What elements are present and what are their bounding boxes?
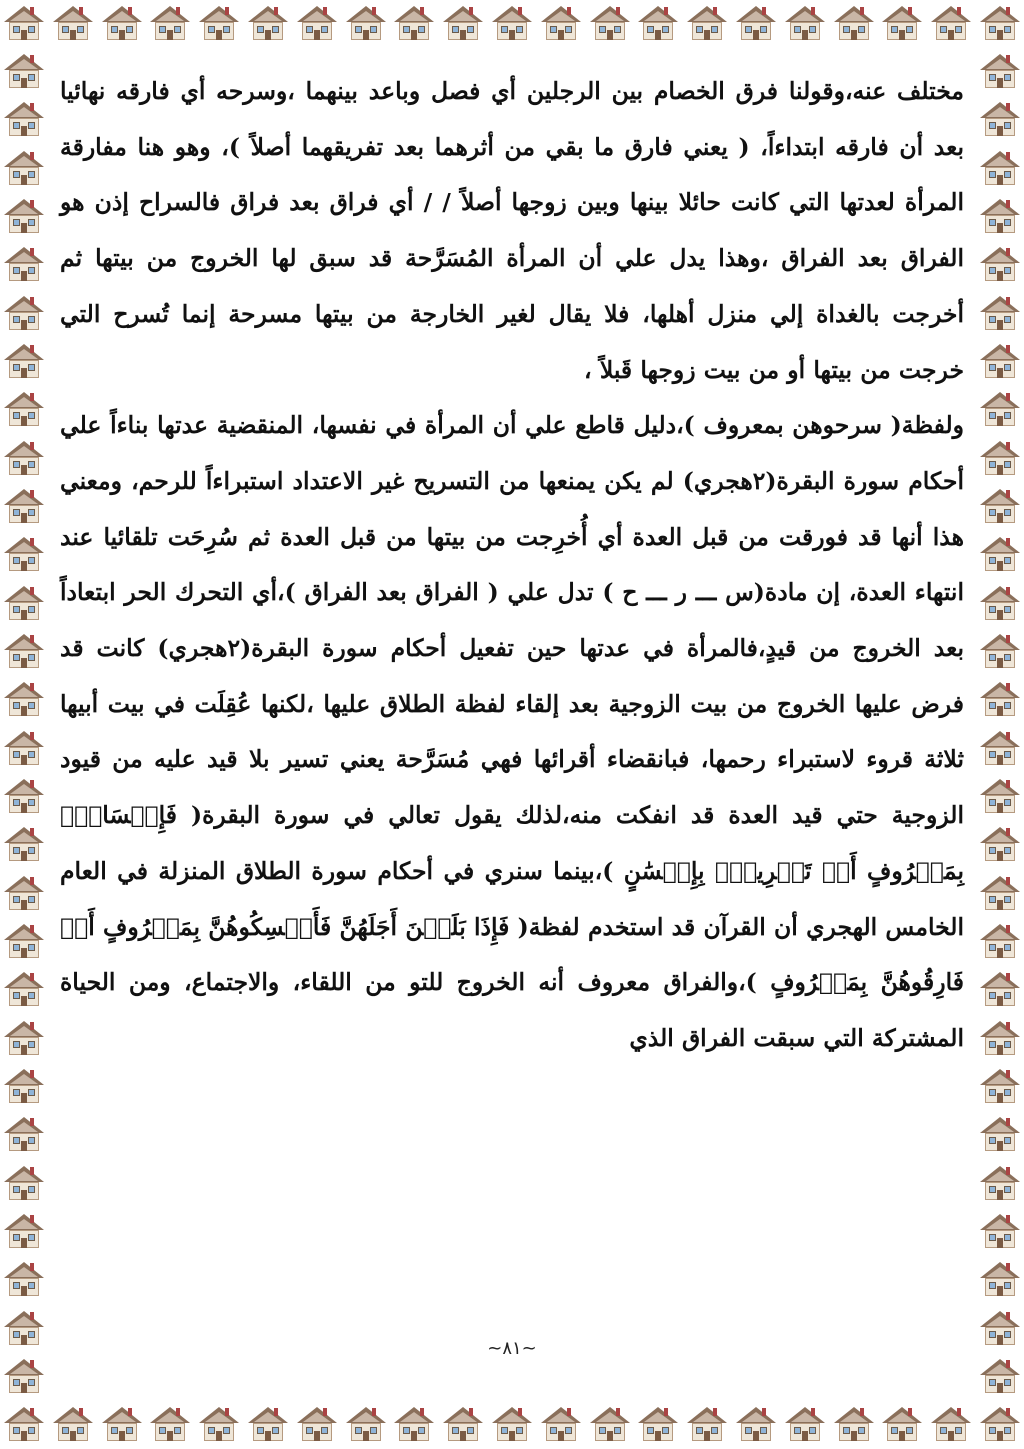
house-icon (4, 294, 44, 334)
house-icon (980, 729, 1020, 769)
border-top (0, 0, 1024, 48)
house-icon (785, 1405, 825, 1445)
house-icon (4, 1067, 44, 1107)
house-icon (980, 1260, 1020, 1300)
house-icon (346, 1405, 386, 1445)
house-icon (638, 4, 678, 44)
house-icon (4, 680, 44, 720)
house-icon (687, 4, 727, 44)
house-icon (199, 4, 239, 44)
house-icon (980, 680, 1020, 720)
house-icon (4, 874, 44, 914)
house-icon (492, 4, 532, 44)
house-icon (736, 1405, 776, 1445)
house-icon (4, 1019, 44, 1059)
house-icon (980, 777, 1020, 817)
house-icon (4, 52, 44, 92)
house-icon (4, 4, 44, 44)
house-icon (980, 1164, 1020, 1204)
house-icon (980, 970, 1020, 1010)
house-icon (297, 4, 337, 44)
house-icon (541, 1405, 581, 1445)
house-icon (4, 970, 44, 1010)
house-icon (4, 922, 44, 962)
house-icon (53, 4, 93, 44)
house-icon (980, 1019, 1020, 1059)
border-bottom (0, 1401, 1024, 1449)
house-icon (980, 100, 1020, 140)
house-icon (980, 922, 1020, 962)
house-icon (4, 1405, 44, 1445)
house-icon (980, 487, 1020, 527)
house-icon (4, 584, 44, 624)
house-icon (4, 1164, 44, 1204)
house-icon (4, 825, 44, 865)
page-number: ~٨١~ (487, 1338, 537, 1359)
house-icon (4, 1212, 44, 1252)
house-icon (834, 1405, 874, 1445)
house-icon (736, 4, 776, 44)
house-icon (882, 4, 922, 44)
house-icon (150, 1405, 190, 1445)
house-icon (980, 294, 1020, 334)
house-icon (4, 1357, 44, 1397)
house-icon (590, 1405, 630, 1445)
house-icon (980, 1405, 1020, 1445)
house-icon (980, 535, 1020, 575)
house-icon (492, 1405, 532, 1445)
house-icon (4, 342, 44, 382)
house-icon (834, 4, 874, 44)
house-icon (980, 52, 1020, 92)
house-icon (980, 1115, 1020, 1155)
paragraph-1: مختلف عنه،وقولنا فرق الخصام بين الرجلين أي فصل وباعد بينهما ،وسرحه أي فارقه نهائيا بعد أن فارقه ابتداءاً، ( يعني فارق ما بقي من أثرهما بعد تفريقهما أصلاً )، وهو هنا مفارقة المرأة لعدتها التي كانت حائلا بينها وبين زوجها أصلاً / / أي فراق بعد فراق فالسراح إذن هو الفراق بعد الفراق ،وهذا يدل علي أن المرأة المُسَرَّحة قد سبق لها الخروج من بيتها ثم أخرجت بالغداة إلي منزل أهلها، فلا يقال لغير الخارجة من بيتها مسرحة إنما تُسرح التي خرجت من بيتها أو من بيت زوجها قَبلاً ، (60, 77, 964, 384)
house-icon (980, 1067, 1020, 1107)
house-icon (4, 535, 44, 575)
house-icon (638, 1405, 678, 1445)
house-icon (199, 1405, 239, 1445)
house-icon (102, 4, 142, 44)
house-icon (248, 1405, 288, 1445)
house-icon (980, 439, 1020, 479)
house-icon (931, 4, 971, 44)
house-icon (980, 874, 1020, 914)
house-icon (980, 632, 1020, 672)
house-icon (4, 777, 44, 817)
house-icon (4, 197, 44, 237)
house-icon (443, 4, 483, 44)
house-icon (4, 390, 44, 430)
house-icon (394, 4, 434, 44)
house-icon (102, 1405, 142, 1445)
house-icon (980, 197, 1020, 237)
house-icon (980, 4, 1020, 44)
house-icon (785, 4, 825, 44)
house-icon (931, 1405, 971, 1445)
house-icon (4, 149, 44, 189)
house-icon (297, 1405, 337, 1445)
house-icon (980, 342, 1020, 382)
house-icon (53, 1405, 93, 1445)
house-icon (541, 4, 581, 44)
house-icon (980, 390, 1020, 430)
border-left (0, 48, 48, 1401)
house-icon (687, 1405, 727, 1445)
house-icon (4, 245, 44, 285)
house-icon (980, 149, 1020, 189)
house-icon (980, 1212, 1020, 1252)
house-icon (443, 1405, 483, 1445)
house-icon (394, 1405, 434, 1445)
house-icon (346, 4, 386, 44)
paragraph-2: ولفظة( سرحوهن بمعروف )،دليل قاطع علي أن المرأة في نفسها، المنقضية عدتها بناءاً علي أحكام سورة البقرة(٢هجري) لم يكن يمنعها من التسريح غير الاعتداد استبراءاً للرحم، ومعني هذا أنها قد فورقت من قبل العدة أي أُخرِجت من بيتها من قبل العدة ثم سُرِحَت تلقائيا عند انتهاء العدة، إن مادة(س ـــ ر ـــ ح ) تدل علي ( الفراق بعد الفراق )،أي التحرك الحر ابتعاداً بعد الخروج من قيدٍ،فالمرأة في عدتها حين تفعيل أحكام سورة البقرة(٢هجري) كانت قد فرض عليها الخروج من بيت الزوجية بعد إلقاء لفظة الطلاق عليها ،لكنها عُقِلَت في بيت أبيها ثلاثة قروء لاستبراء رحمها، فبانقضاء أقرائها فهي مُسَرَّحة يعني تسير بلا قيد عليه من قيود الزوجية حتي قيد العدة قد انفكت منه،لذلك يقول تعالي في سورة البقرة( فَإِمۡسَاكُۢ بِمَعۡرُوفٍ أَوۡ تَسۡرِيحُۢ بِإِحۡسَٰنٍ )،بينما سنري في أحكام سورة الطلاق المنزلة في العام الخامس الهجري أن القرآن قد استخدم لفظة( فَإِذَا بَلَغۡنَ أَجَلَهُنَّ فَأَمۡسِكُوهُنَّ بِمَعۡرُوفٍ أَوۡ فَارِقُوهُنَّ بِمَعۡرُوفٍ )،والفراق معروف أنه الخروج للتو من اللقاء، والاجتماع، ومن الحياة المشتركة التي سبقت الفراق الذي (60, 411, 965, 1052)
page-body (60, 64, 964, 1364)
house-icon (980, 1357, 1020, 1397)
house-icon (4, 100, 44, 140)
house-icon (980, 825, 1020, 865)
border-right (976, 48, 1024, 1401)
house-icon (980, 245, 1020, 285)
house-icon (248, 4, 288, 44)
house-icon (4, 729, 44, 769)
house-icon (150, 4, 190, 44)
house-icon (4, 1260, 44, 1300)
house-icon (4, 632, 44, 672)
house-icon (980, 584, 1020, 624)
house-icon (4, 487, 44, 527)
house-icon (4, 1115, 44, 1155)
house-icon (882, 1405, 922, 1445)
house-icon (590, 4, 630, 44)
house-icon (4, 439, 44, 479)
